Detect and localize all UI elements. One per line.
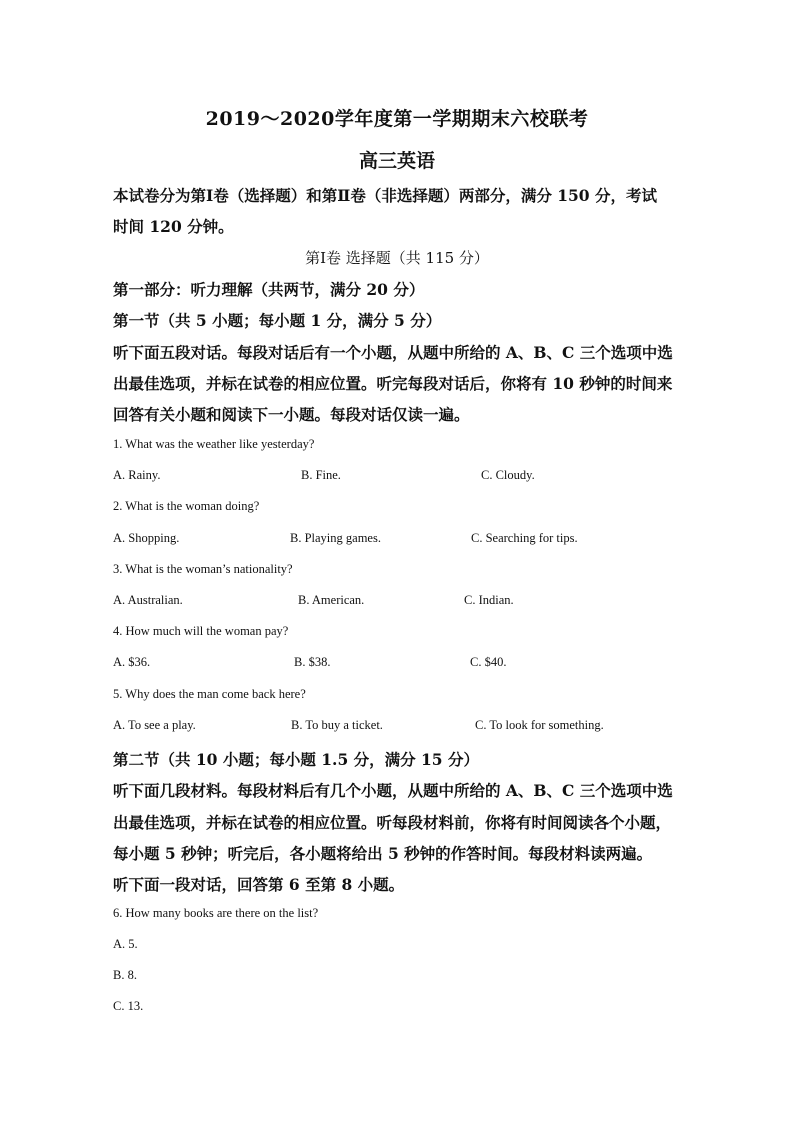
question-6-option-c: C. 13. <box>113 999 144 1013</box>
question-2-option-b: B. Playing games. <box>290 531 381 545</box>
question-1-option-c: C. Cloudy. <box>481 468 535 482</box>
question-6-option-b: B. 8. <box>113 968 137 982</box>
section-2-instruction: 出最佳选项，并标在试卷的相应位置。听每段材料前，你将有时间阅读各个小题， <box>113 813 672 832</box>
question-4-option-c: C. $40. <box>470 655 507 669</box>
section-1-instruction: 听下面五段对话。每段对话后有一个小题，从题中所给的 A、B、C 三个选项中选 <box>113 343 673 362</box>
question-4-option-a: A. $36. <box>113 655 151 669</box>
question-4: 4. How much will the woman pay? <box>113 624 289 638</box>
question-6: 6. How many books are there on the list? <box>113 906 319 920</box>
section-1-instruction: 出最佳选项，并标在试卷的相应位置。听完每段对话后，你将有 10 秒钟的时间来 <box>113 374 673 393</box>
volume-1-title: 第Ⅰ卷 选择题（共 115 分） <box>305 249 489 267</box>
section-1-title: 第一节（共 5 小题；每小题 1 分，满分 5 分） <box>113 311 442 330</box>
question-5-option-c: C. To look for something. <box>475 718 604 732</box>
section-1-instruction: 回答有关小题和阅读下一小题。每段对话仅读一遍。 <box>113 405 470 424</box>
question-3-option-b: B. American. <box>298 593 365 607</box>
part-1-title: 第一部分：听力理解（共两节，满分 20 分） <box>113 280 425 299</box>
question-3-option-c: C. Indian. <box>464 593 514 607</box>
question-1-option-b: B. Fine. <box>301 468 341 482</box>
question-6-option-a: A. 5. <box>113 937 138 951</box>
section-2-title: 第二节（共 10 小题；每小题 1.5 分，满分 15 分） <box>113 750 479 769</box>
section-2-instruction: 听下面几段材料。每段材料后有几个小题，从题中所给的 A、B、C 三个选项中选 <box>113 781 673 800</box>
section-2-instruction: 听下面一段对话，回答第 6 至第 8 小题。 <box>113 875 405 894</box>
intro-line-1: 本试卷分为第Ⅰ卷（选择题）和第Ⅱ卷（非选择题）两部分，满分 150 分，考试 <box>113 186 657 205</box>
question-2-option-a: A. Shopping. <box>113 531 180 545</box>
question-3: 3. What is the woman’s nationality? <box>113 562 293 576</box>
page-subtitle: 高三英语 <box>358 150 435 172</box>
question-3-option-a: A. Australian. <box>113 593 183 607</box>
section-2-instruction: 每小题 5 秒钟；听完后，各小题将给出 5 秒钟的作答时间。每段材料读两遍。 <box>113 844 653 863</box>
question-5: 5. Why does the man come back here? <box>113 687 306 701</box>
question-1-option-a: A. Rainy. <box>113 468 161 482</box>
intro-line-2: 时间 120 分钟。 <box>113 217 234 236</box>
question-5-option-b: B. To buy a ticket. <box>291 718 383 732</box>
question-1: 1. What was the weather like yesterday? <box>113 437 315 451</box>
question-2: 2. What is the woman doing? <box>113 499 260 513</box>
question-2-option-c: C. Searching for tips. <box>471 531 578 545</box>
question-4-option-b: B. $38. <box>294 655 331 669</box>
question-5-option-a: A. To see a play. <box>113 718 196 732</box>
page-title: 2019～2020学年度第一学期期末六校联考 <box>205 108 589 130</box>
